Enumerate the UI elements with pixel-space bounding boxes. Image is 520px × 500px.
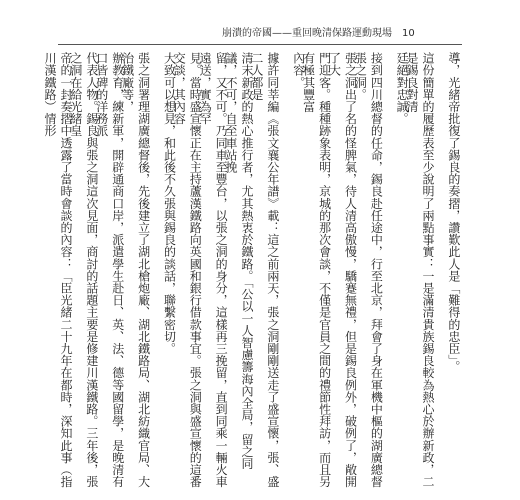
text-column: 據許同莘編《張文襄公年譜》載：這之前兩天，張之洞剛剛送走了盛宣懷，張、盛二人都是 [249, 52, 280, 488]
vertical-text-body [43, 52, 462, 488]
page-number: 10 [402, 28, 415, 39]
text-column: 清末新政的熱心推行者，尤其熱衷於鐵路。「公以一人智慮籌海內全局，留之同議，不可，自至車站挽 [224, 52, 255, 470]
text-column: 留，又不可。乃同車至豐台，以張之洞的身分，這樣再三挽留，直到同乘一輛火車遠送，實為罕 [198, 52, 229, 488]
text-column: 廷絕對忠誠。 [395, 52, 410, 125]
text-column: 這份簡單的履歷表至少說明了兩點事實：一是滿清貴族錫良較為熱心於辦新政，二是錫良對清 [405, 52, 436, 488]
text-column: 見。當時盛宣懷正在主持蘆漢鐵路向英國和銀行借款事宜。張之洞與盛宣懷的這番交談，其內容 [172, 52, 203, 488]
text-column: 內容。 [291, 52, 306, 89]
running-title: 崩潰的帝國——重回晚清保路運動現場 [222, 28, 392, 39]
running-header [222, 26, 432, 42]
text-column: 大致可以想見，和此後不久張與錫良的談話，聯繫密切。 [162, 52, 177, 355]
text-column: 代表人物。錫良與張之洞這次見面，商討的話題主要是修建川漢鐵路。三年後，張之洞在給光緒皇 [68, 52, 99, 488]
text-column: 張之洞署理湖廣總督後，先後建立了湖北槍炮廠、湖北鐵路局、湖北紡織官局、大治鐵廠等， [120, 52, 151, 488]
text-column: 帝的一封奏摺中透露了當時會談的內容：「臣光緒二十九年在都時，深知此事（指川漢鐵路）情形 [43, 52, 73, 488]
text-column: 接到四川總督的任命，錫良赴任途中，行至北京，拜會了身在軍機中樞的湖廣總督張之洞。 [353, 52, 384, 488]
text-column: 張之洞出了名的怪脾氣，待人清高傲慢，驕蹇無禮，但是錫良例外，破例了，敞開了大 [327, 52, 358, 488]
text-column: 導，光緒帝批復了錫良的奏摺，讚歎此人是「難得的忠臣」。 [446, 52, 461, 373]
header-rule [58, 44, 462, 45]
text-column: 門迎客。種種跡象表明，京城的那次會談，不僅是官員之間的禮節性拜訪，而且另有極其豐富 [301, 52, 332, 488]
text-column: 辦教育，練新軍，開辟通商口岸，派遣學生赴日、英、法、德等國留學，是晚清有口皆碑的洋務派 [94, 52, 125, 488]
